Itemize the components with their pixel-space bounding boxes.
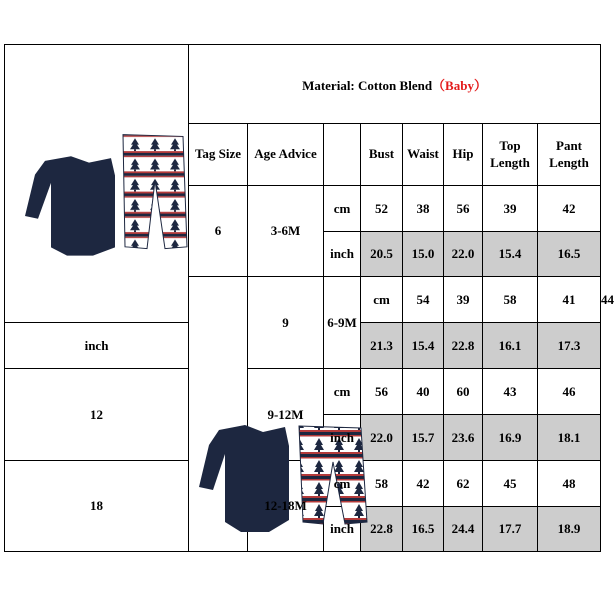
material-title-text: Material: Cotton Blend xyxy=(302,77,433,93)
bust-cell: 54 xyxy=(403,277,444,323)
bust-cell: 22.8 xyxy=(361,507,403,552)
hip-cell: 60 xyxy=(444,369,483,415)
material-title xyxy=(189,45,601,124)
age-advice-cell: 6-9M xyxy=(324,277,361,369)
pant-length-cell: 48 xyxy=(538,461,601,507)
baby-bodysuit-icon xyxy=(199,425,289,532)
bust-cell: 58 xyxy=(361,461,403,507)
top-length-cell: 16.9 xyxy=(483,415,538,461)
header-top-length xyxy=(483,124,538,186)
product-image-top-cell xyxy=(5,45,189,323)
top-length-cell: 17.7 xyxy=(483,507,538,552)
top-length-cell: 15.4 xyxy=(483,232,538,277)
header-tag-size: Tag Size xyxy=(189,124,248,186)
pant-length-cell: 18.1 xyxy=(538,415,601,461)
waist-cell: 38 xyxy=(403,186,444,232)
top-length-cell: 43 xyxy=(483,369,538,415)
unit-cell: inch xyxy=(324,507,361,552)
fair-isle-pants-icon xyxy=(123,134,187,248)
baby-label: （Baby） xyxy=(432,77,487,93)
hip-cell: 23.6 xyxy=(444,415,483,461)
product-image-outfit-top xyxy=(5,97,189,267)
top-length-cell: 45 xyxy=(483,461,538,507)
hip-cell: 56 xyxy=(444,186,483,232)
unit-cell: inch xyxy=(324,232,361,277)
bust-cell: 21.3 xyxy=(361,323,403,369)
hip-cell: 58 xyxy=(483,277,538,323)
waist-cell: 15.0 xyxy=(403,232,444,277)
unit-cell: cm xyxy=(324,369,361,415)
hip-cell: 22.8 xyxy=(444,323,483,369)
hip-cell: 22.0 xyxy=(444,232,483,277)
bust-cell: 22.0 xyxy=(361,415,403,461)
tag-size-cell: 9 xyxy=(248,277,324,369)
waist-cell: 15.7 xyxy=(403,415,444,461)
bust-cell: 52 xyxy=(361,186,403,232)
hip-cell: 24.4 xyxy=(444,507,483,552)
header-pant-length-line2: Length xyxy=(549,154,589,170)
header-bust: Bust xyxy=(361,124,403,186)
unit-cell: cm xyxy=(324,461,361,507)
pant-length-cell: 18.9 xyxy=(538,507,601,552)
tag-size-cell: 6 xyxy=(189,186,248,277)
header-unit xyxy=(324,124,361,186)
header-waist: Waist xyxy=(403,124,444,186)
top-length-cell: 39 xyxy=(483,186,538,232)
header-pant-length xyxy=(538,124,601,186)
unit-cell: inch xyxy=(5,323,189,369)
pant-length-cell: 46 xyxy=(538,369,601,415)
pant-length-cell: 42 xyxy=(538,186,601,232)
waist-cell: 15.4 xyxy=(403,323,444,369)
hip-cell: 62 xyxy=(444,461,483,507)
bust-cell: 56 xyxy=(361,369,403,415)
waist-cell: 16.5 xyxy=(403,507,444,552)
unit-cell: cm xyxy=(361,277,403,323)
header-age-advice: Age Advice xyxy=(248,124,324,186)
unit-cell: inch xyxy=(324,415,361,461)
baby-bodysuit-icon xyxy=(25,156,115,255)
age-advice-cell: 12-18M xyxy=(248,461,324,552)
table-row: 9 6-9M cm 54 39 58 41 44 xyxy=(5,277,601,323)
size-chart-table xyxy=(4,44,614,552)
waist-cell: 39 xyxy=(444,277,483,323)
age-advice-cell: 9-12M xyxy=(248,369,324,461)
waist-cell: 40 xyxy=(403,369,444,415)
product-image-bottom-cell xyxy=(189,277,248,552)
bust-cell: 20.5 xyxy=(361,232,403,277)
size-chart-sheet xyxy=(4,44,614,554)
unit-cell: cm xyxy=(324,186,361,232)
pant-length-cell: 17.3 xyxy=(538,323,601,369)
tag-size-cell: 12 xyxy=(5,369,189,461)
pant-length-cell: 16.5 xyxy=(538,232,601,277)
header-top-length-line1: Top xyxy=(499,138,521,154)
waist-cell: 42 xyxy=(403,461,444,507)
top-length-cell: 41 xyxy=(538,277,601,323)
header-hip: Hip xyxy=(444,124,483,186)
header-top-length-line2: Length xyxy=(490,154,530,170)
header-pant-length-line1: Pant xyxy=(556,138,582,154)
top-length-cell: 16.1 xyxy=(483,323,538,369)
age-advice-cell: 3-6M xyxy=(248,186,324,277)
tag-size-cell: 18 xyxy=(5,461,189,552)
